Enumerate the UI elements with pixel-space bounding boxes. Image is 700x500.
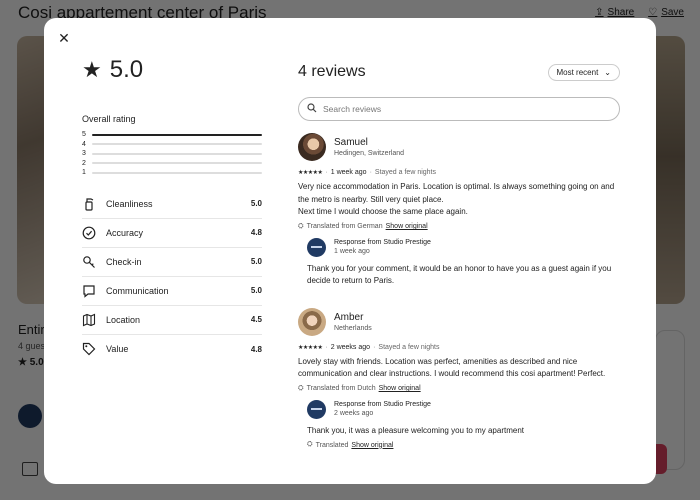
review-stars: ★★★★★ — [298, 344, 323, 351]
rating-bar-row — [82, 159, 262, 169]
spray-bottle-icon — [82, 196, 106, 212]
rating-bar — [92, 172, 262, 174]
response-date: 1 week ago — [334, 248, 370, 255]
star-icon: ★ — [82, 57, 102, 82]
review-date: 1 week ago — [330, 169, 367, 176]
show-original-link[interactable]: Show original — [351, 441, 394, 449]
sort-dropdown[interactable]: Most recent ⌄ — [548, 64, 621, 81]
category-rating-communication — [82, 277, 262, 306]
host-avatar[interactable] — [307, 238, 326, 257]
close-icon[interactable]: ✕ — [58, 30, 70, 46]
rating-distribution — [82, 130, 262, 178]
category-rating-value — [82, 335, 262, 364]
review-stay: Stayed a few nights — [378, 343, 440, 351]
category-label: Location — [106, 314, 141, 325]
response-title: Response from Studio Prestige — [334, 401, 431, 408]
rating-bar-row — [82, 149, 262, 159]
category-rating-check-in — [82, 248, 262, 277]
rating-bar — [92, 143, 262, 145]
rating-bar-row — [82, 168, 262, 178]
translate-icon: ⛭ — [298, 384, 304, 392]
translate-icon: ⛭ — [298, 222, 304, 230]
category-value: 4.8 — [250, 344, 262, 354]
review-item: Samuel Hedingen, Switzerland ★★★★★ · 1 week ago · Stayed a few nights Very nice accommodation in Paris. Location is optimal. Is always something going on and the metro is nearby. Still very quiet place. Next time I would choose the same place again. ⛭ Translated from German Show original Response from Studio Prestige 1 week ago Thank you for your comment, it would be an honor to have you as a guest again if you decide to return to Paris. — [298, 133, 620, 288]
reviews-modal — [44, 18, 656, 484]
key-icon — [82, 254, 106, 270]
search-icon — [307, 100, 317, 118]
rating-bar-row — [82, 130, 262, 140]
rating-summary — [82, 56, 262, 364]
category-label: Accuracy — [106, 227, 144, 238]
category-value: 5.0 — [250, 286, 262, 295]
rating-bar-label: 3 — [82, 150, 86, 158]
reviewer-name: Amber — [334, 311, 364, 323]
translation-note: ⛭ Translated Show original — [307, 441, 394, 449]
show-original-link[interactable]: Show original — [385, 223, 428, 230]
rating-bar — [92, 134, 262, 136]
response-text: Thank you, it was a pleasure welcoming you to my apartment — [307, 425, 524, 435]
map-icon — [82, 312, 106, 328]
review-text: Very nice accommodation in Paris. Location is optimal. Is always something going on and the metro is nearby. Still very quiet place. Next time I would choose the same place again. — [298, 182, 615, 216]
category-ratings — [82, 190, 262, 364]
category-rating-accuracy — [82, 219, 262, 248]
search-input[interactable] — [323, 104, 611, 114]
translation-note: ⛭ Translated from Dutch Show original — [298, 384, 421, 392]
rating-bar-label: 1 — [82, 169, 86, 177]
overall-rating-label: Overall rating — [82, 114, 136, 124]
reviewer-avatar[interactable] — [298, 133, 326, 161]
response-title: Response from Studio Prestige — [334, 239, 431, 246]
rating-bar-label: 4 — [82, 140, 86, 148]
response-date: 2 weeks ago — [334, 410, 374, 417]
review-item: Amber Netherlands ★★★★★ · 2 weeks ago · Stayed a few nights Lovely stay with friends. Location was perfect, amenities as described and nice communication and clear instructions. I would recommend this cosi apartment! Perfect. ⛭ Translated from Dutch Show original Response from Studio Prestige 2 weeks ago Thank you, it was a pleasure welcoming you to my apartment ⛭ Translated Show original — [298, 308, 620, 450]
reviewer-location: Hedingen, Switzerland — [334, 150, 405, 157]
category-label: Check-in — [106, 256, 142, 267]
show-original-link[interactable]: Show original — [378, 385, 421, 392]
translation-note: ⛭ Translated from German Show original — [298, 222, 428, 230]
category-label: Value — [106, 344, 129, 354]
category-label: Communication — [106, 285, 169, 296]
category-label: Cleanliness — [106, 198, 153, 209]
host-avatar[interactable] — [307, 400, 326, 419]
overall-score: ★ 5.0 — [82, 56, 144, 83]
rating-bar — [92, 153, 262, 155]
category-value: 4.8 — [250, 228, 262, 237]
rating-bar-row — [82, 140, 262, 150]
category-rating-cleanliness — [82, 190, 262, 219]
rating-bar — [92, 162, 262, 164]
search-reviews[interactable] — [298, 97, 620, 121]
tag-icon — [82, 341, 106, 357]
check-circle-icon — [82, 225, 106, 241]
reviewer-name: Samuel — [334, 137, 368, 148]
host-response — [307, 238, 620, 288]
review-text: Lovely stay with friends. Location was perfect, amenities as described and nice communication and clear instructions. I would recommend this cosi apartment! Perfect. — [298, 356, 606, 378]
review-date: 2 weeks ago — [330, 343, 371, 351]
reviewer-location: Netherlands — [334, 324, 372, 332]
rating-bar-fill — [92, 134, 262, 136]
chat-bubble-icon — [82, 283, 106, 299]
chevron-down-icon: ⌄ — [604, 67, 611, 77]
review-stars: ★★★★★ — [298, 170, 323, 176]
rating-bar-label: 5 — [82, 131, 86, 139]
reviewer-avatar[interactable] — [298, 308, 326, 336]
category-rating-location — [82, 306, 262, 335]
category-value: 4.5 — [250, 315, 262, 324]
translate-icon: ⛭ — [307, 441, 313, 448]
category-value: 5.0 — [250, 257, 262, 266]
reviews-panel — [298, 56, 620, 449]
host-response — [307, 400, 620, 450]
rating-bar-label: 2 — [82, 159, 86, 167]
reviews-count: 4 reviews — [298, 63, 366, 80]
review-stay: Stayed a few nights — [374, 169, 436, 176]
category-value: 5.0 — [250, 199, 262, 208]
response-text: Thank you for your comment, it would be an honor to have you as a guest again if you decide to return to Paris. — [307, 263, 612, 285]
